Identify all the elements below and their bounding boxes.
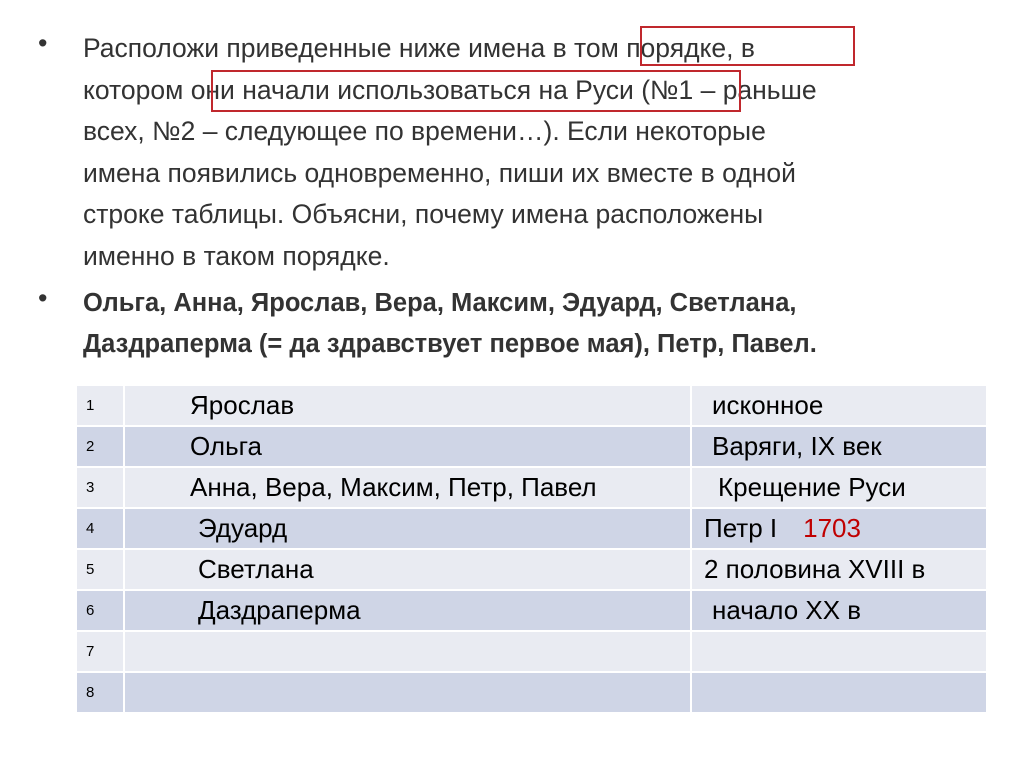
task-text: [83, 28, 983, 277]
bullet-dot-names: •: [38, 283, 48, 313]
info-text: Варяги, IX век: [712, 431, 882, 461]
info-text: исконное: [712, 390, 824, 420]
name-cell: Эдуард: [124, 508, 691, 549]
row-number: 2: [76, 426, 124, 467]
table-row: [76, 631, 987, 672]
table-row: [76, 467, 987, 508]
task-line-2-end: (№1 – раньше: [641, 74, 817, 105]
info-cell: [691, 549, 987, 590]
row-number: 3: [76, 467, 124, 508]
info-cell: [691, 672, 987, 713]
info-cell: [691, 590, 987, 631]
task-line-2-start: котором: [83, 74, 191, 105]
table-row: [76, 590, 987, 631]
info-cell: [691, 508, 987, 549]
table-row: [76, 549, 987, 590]
table-row: [76, 672, 987, 713]
name-cell: [124, 672, 691, 713]
task-highlight-order: в том порядке: [552, 33, 727, 63]
names-line-2: Даздраперма (= да здравствует первое мая), Петр, Павел.: [83, 330, 817, 358]
info-cell: [691, 385, 987, 426]
row-number: 7: [76, 631, 124, 672]
info-cell: [691, 426, 987, 467]
name-cell: Ярослав: [124, 385, 691, 426]
names-table: [75, 384, 988, 714]
table-row: [76, 426, 987, 467]
year-red: 1703: [803, 513, 861, 543]
info-text: Крещение Руси: [718, 472, 906, 502]
task-highlight-usage: они начали использоваться на Руси: [190, 74, 642, 105]
bullet-dot-task: •: [38, 28, 48, 58]
info-text: начало XX в: [712, 595, 862, 625]
info-cell: [691, 467, 987, 508]
row-number: 4: [76, 508, 124, 549]
name-cell: [124, 631, 691, 672]
info-text: Петр I: [704, 513, 778, 543]
name-cell: Анна, Вера, Максим, Петр, Павел: [124, 467, 691, 508]
info-text: 2 половина XVIII в: [704, 554, 926, 584]
task-line-1-end: , в: [726, 33, 755, 63]
info-cell: [691, 631, 987, 672]
task-line-3: всех, №2 – следующее по времени…). Если некоторые: [83, 116, 766, 146]
row-number: 8: [76, 672, 124, 713]
name-cell: Ольга: [124, 426, 691, 467]
table-row: [76, 508, 987, 549]
name-cell: Даздраперма: [124, 590, 691, 631]
task-line-5: строке таблицы. Объясни, почему имена расположены: [83, 199, 764, 229]
task-line-2: [83, 70, 983, 112]
task-line-6: именно в таком порядке.: [83, 240, 390, 271]
names-list: [83, 283, 983, 365]
row-number: 5: [76, 549, 124, 590]
row-number: 6: [76, 590, 124, 631]
name-cell: Светлана: [124, 549, 691, 590]
task-line-1-start: Расположи приведенные ниже имена: [83, 33, 553, 63]
task-line-1: [83, 28, 983, 70]
table-row: [76, 385, 987, 426]
row-number: 1: [76, 385, 124, 426]
task-line-4: имена появились одновременно, пиши их вместе в одной: [83, 157, 796, 188]
names-line-1: Ольга, Анна, Ярослав, Вера, Максим, Эдуард, Светлана,: [83, 289, 797, 317]
